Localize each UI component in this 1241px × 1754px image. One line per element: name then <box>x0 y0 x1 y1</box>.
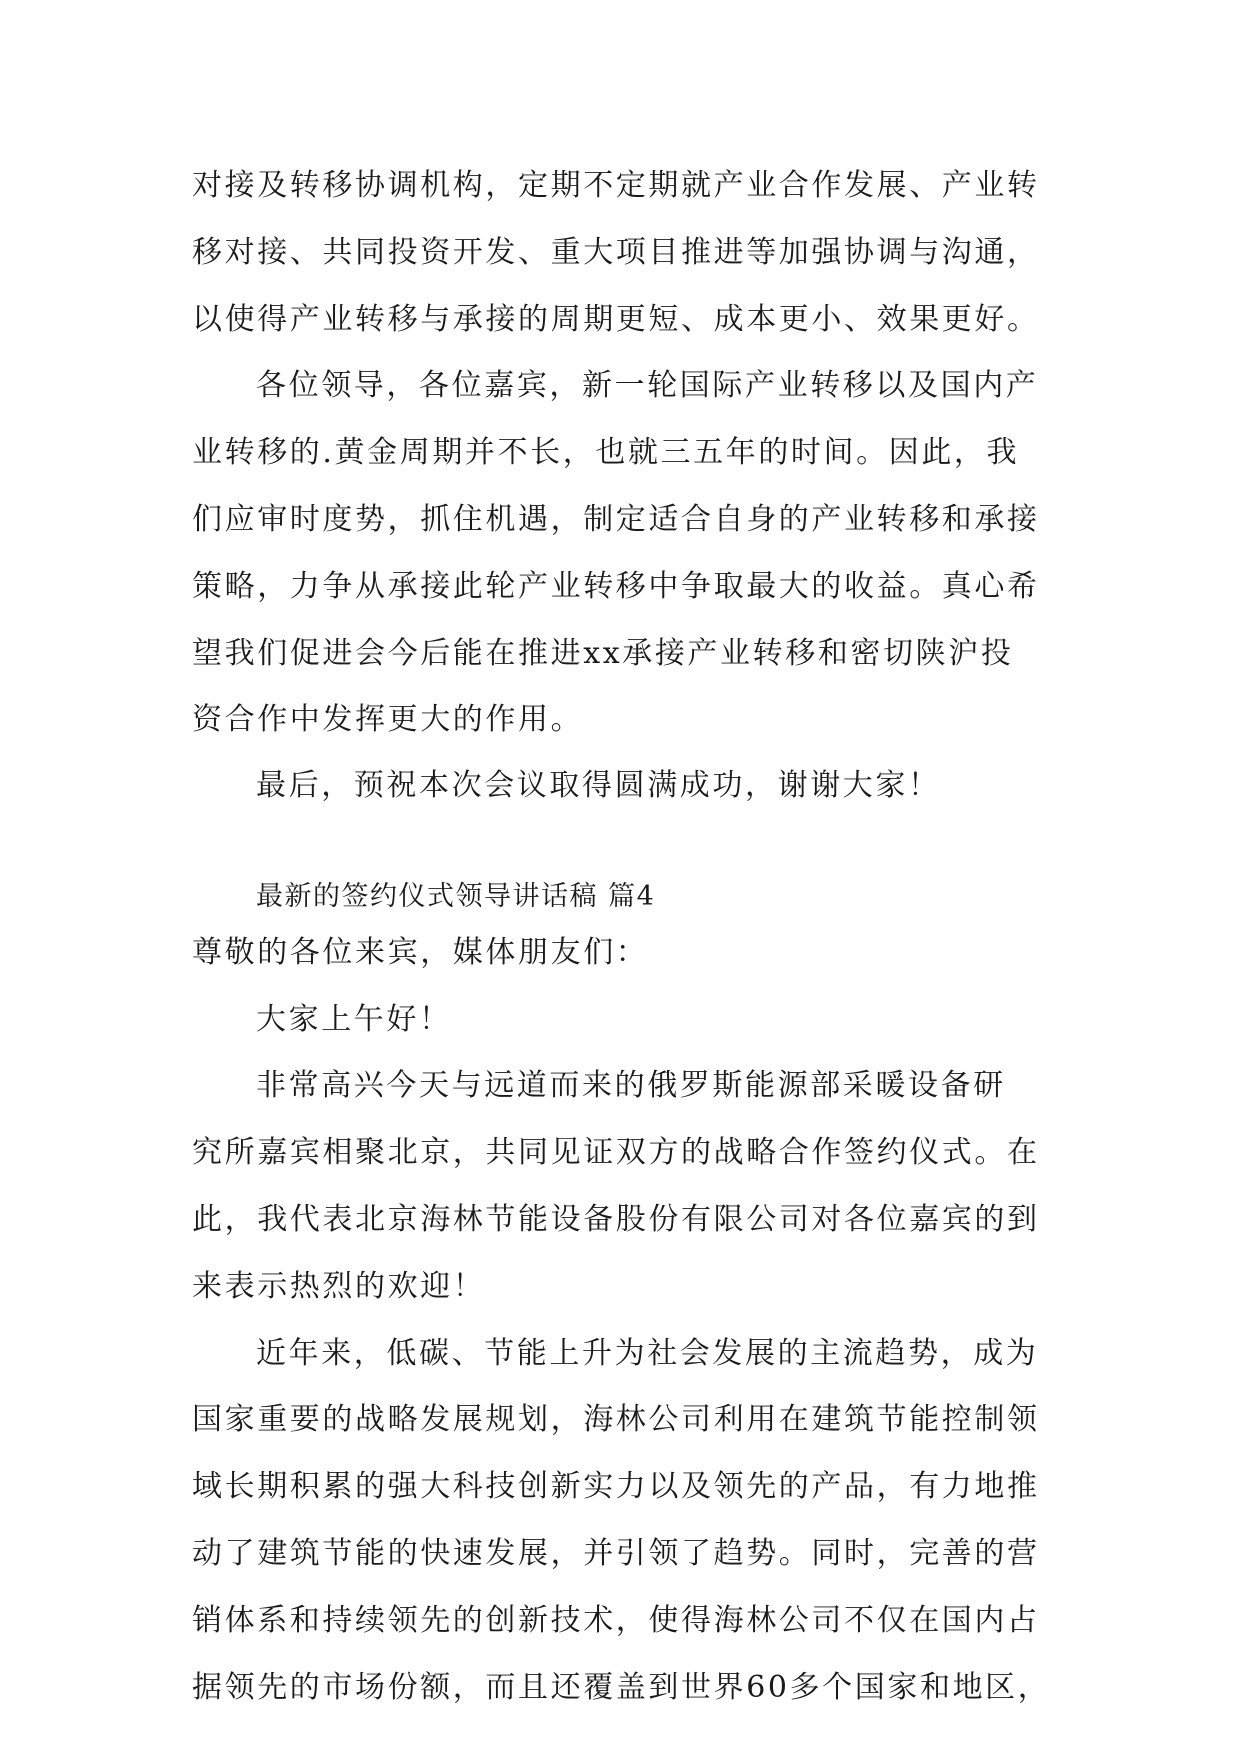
paragraph-line: 来表示热烈的欢迎！ <box>192 1269 486 1304</box>
paragraph-line: 动了建筑节能的快速发展，并引领了趋势。同时，完善的营 <box>192 1536 1040 1571</box>
paragraph-line: 销体系和持续领先的创新技术，使得海林公司不仅在国内占 <box>192 1603 1040 1638</box>
paragraph-line: 究所嘉宾相聚北京，共同见证双方的战略合作签约仪式。在 <box>192 1135 1040 1170</box>
paragraph-line: 此，我代表北京海林节能设备股份有限公司对各位嘉宾的到 <box>192 1202 1040 1237</box>
greeting: 大家上午好！ <box>256 1002 452 1037</box>
paragraph-line: 域长期积累的强大科技创新实力以及领先的产品，有力地推 <box>192 1469 1040 1504</box>
paragraph-line: 望我们促进会今后能在推进xx承接产业转移和密切陕沪投 <box>192 636 1014 671</box>
paragraph-line: 近年来，低碳、节能上升为社会发展的主流趋势，成为 <box>256 1336 1039 1371</box>
paragraph-line: 对接及转移协调机构，定期不定期就产业合作发展、产业转 <box>192 168 1040 203</box>
paragraph-line: 策略，力争从承接此轮产业转移中争取最大的收益。真心希 <box>192 569 1040 604</box>
paragraph-line: 资合作中发挥更大的作用。 <box>192 702 584 737</box>
paragraph-line: 以使得产业转移与承接的周期更短、成本更小、效果更好。 <box>192 302 1040 337</box>
paragraph-line: 据领先的市场份额，而且还覆盖到世界60多个国家和地区， <box>192 1670 1051 1705</box>
section-title: 最新的签约仪式领导讲话稿 篇4 <box>256 881 656 912</box>
salutation: 尊敬的各位来宾，媒体朋友们： <box>192 935 649 970</box>
paragraph-line: 移对接、共同投资开发、重大项目推进等加强协调与沟通， <box>192 235 1040 270</box>
paragraph-line: 非常高兴今天与远道而来的俄罗斯能源部采暖设备研 <box>256 1068 1006 1103</box>
paragraph-line: 国家重要的战略发展规划，海林公司利用在建筑节能控制领 <box>192 1402 1040 1437</box>
paragraph-line: 们应审时度势，抓住机遇，制定适合自身的产业转移和承接 <box>192 502 1040 537</box>
paragraph-line: 最后，预祝本次会议取得圆满成功，谢谢大家！ <box>256 768 941 803</box>
paragraph-line: 业转移的.黄金周期并不长，也就三五年的时间。因此，我 <box>192 435 1020 470</box>
paragraph-line: 各位领导，各位嘉宾，新一轮国际产业转移以及国内产 <box>256 368 1039 403</box>
